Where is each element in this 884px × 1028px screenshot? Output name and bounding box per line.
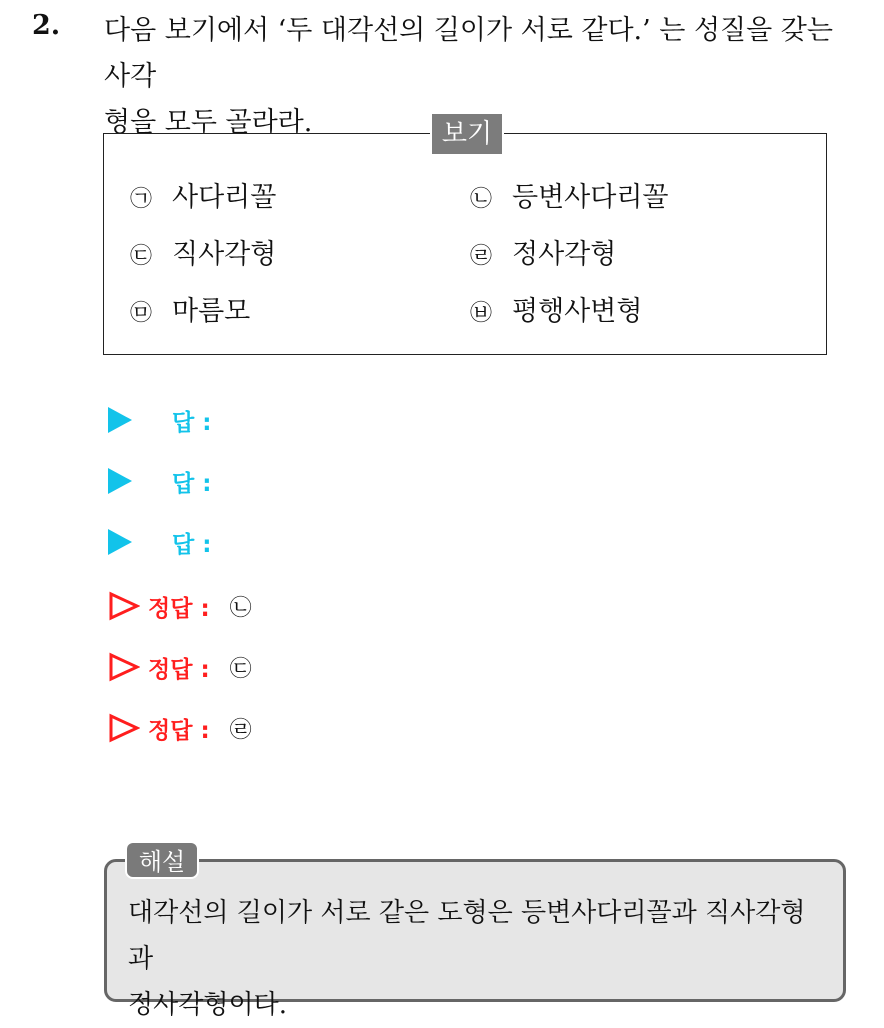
outline-triangle-icon [108, 652, 140, 682]
option-mieum [130, 295, 250, 331]
option-symbol: ㉠ [130, 187, 153, 212]
option-symbol: ㉢ [130, 244, 153, 269]
option-rieul [470, 238, 616, 274]
question-number: 2. [32, 10, 61, 41]
outline-triangle-icon [108, 713, 140, 743]
explanation-text [128, 890, 828, 1028]
option-label: 마름모 [172, 296, 251, 327]
answer-label: 답 : [172, 531, 212, 558]
correct-answer-row [108, 588, 252, 624]
play-triangle-icon [108, 407, 132, 433]
option-symbol: ㉥ [470, 301, 493, 326]
answer-row [108, 524, 211, 560]
answer-row [108, 463, 211, 499]
correct-answer-row [108, 710, 252, 746]
option-nieun [470, 181, 669, 217]
option-symbol: ㉤ [130, 301, 153, 326]
option-symbol: ㉡ [470, 187, 493, 212]
bogi-title: 보기 [430, 114, 504, 154]
correct-answer-value: ㉣ [229, 717, 252, 743]
option-bieup [470, 295, 642, 331]
option-giyeok [130, 181, 276, 217]
option-label: 정사각형 [512, 239, 617, 270]
option-label: 등변사다리꼴 [512, 182, 669, 213]
correct-answer-label: 정답 : [148, 595, 210, 622]
answer-label: 답 : [172, 409, 212, 436]
correct-answer-row [108, 649, 252, 685]
option-label: 평행사변형 [512, 296, 643, 327]
explanation-title: 해설 [125, 841, 199, 879]
question-text-line-2: 형을 모두 골라라. [104, 107, 313, 138]
answer-row [108, 402, 211, 438]
question-text-line-1: 다음 보기에서 ‘두 대각선의 길이가 서로 같다.’ 는 성질을 갖는 사각 [104, 15, 833, 92]
correct-answer-value: ㉢ [229, 656, 252, 682]
explanation-line-1: 대각선의 길이가 서로 같은 도형은 등변사다리꼴과 직사각형과 [128, 898, 806, 974]
option-digeut [130, 238, 276, 274]
option-label: 직사각형 [172, 239, 277, 270]
correct-answer-label: 정답 : [148, 656, 210, 683]
option-symbol: ㉣ [470, 244, 493, 269]
explanation-line-2: 정사각형이다. [128, 990, 287, 1020]
correct-answer-label: 정답 : [148, 717, 210, 744]
outline-triangle-icon [108, 591, 140, 621]
correct-answer-value: ㉡ [229, 595, 252, 621]
play-triangle-icon [108, 529, 132, 555]
answer-label: 답 : [172, 470, 212, 497]
play-triangle-icon [108, 468, 132, 494]
option-label: 사다리꼴 [172, 182, 277, 213]
